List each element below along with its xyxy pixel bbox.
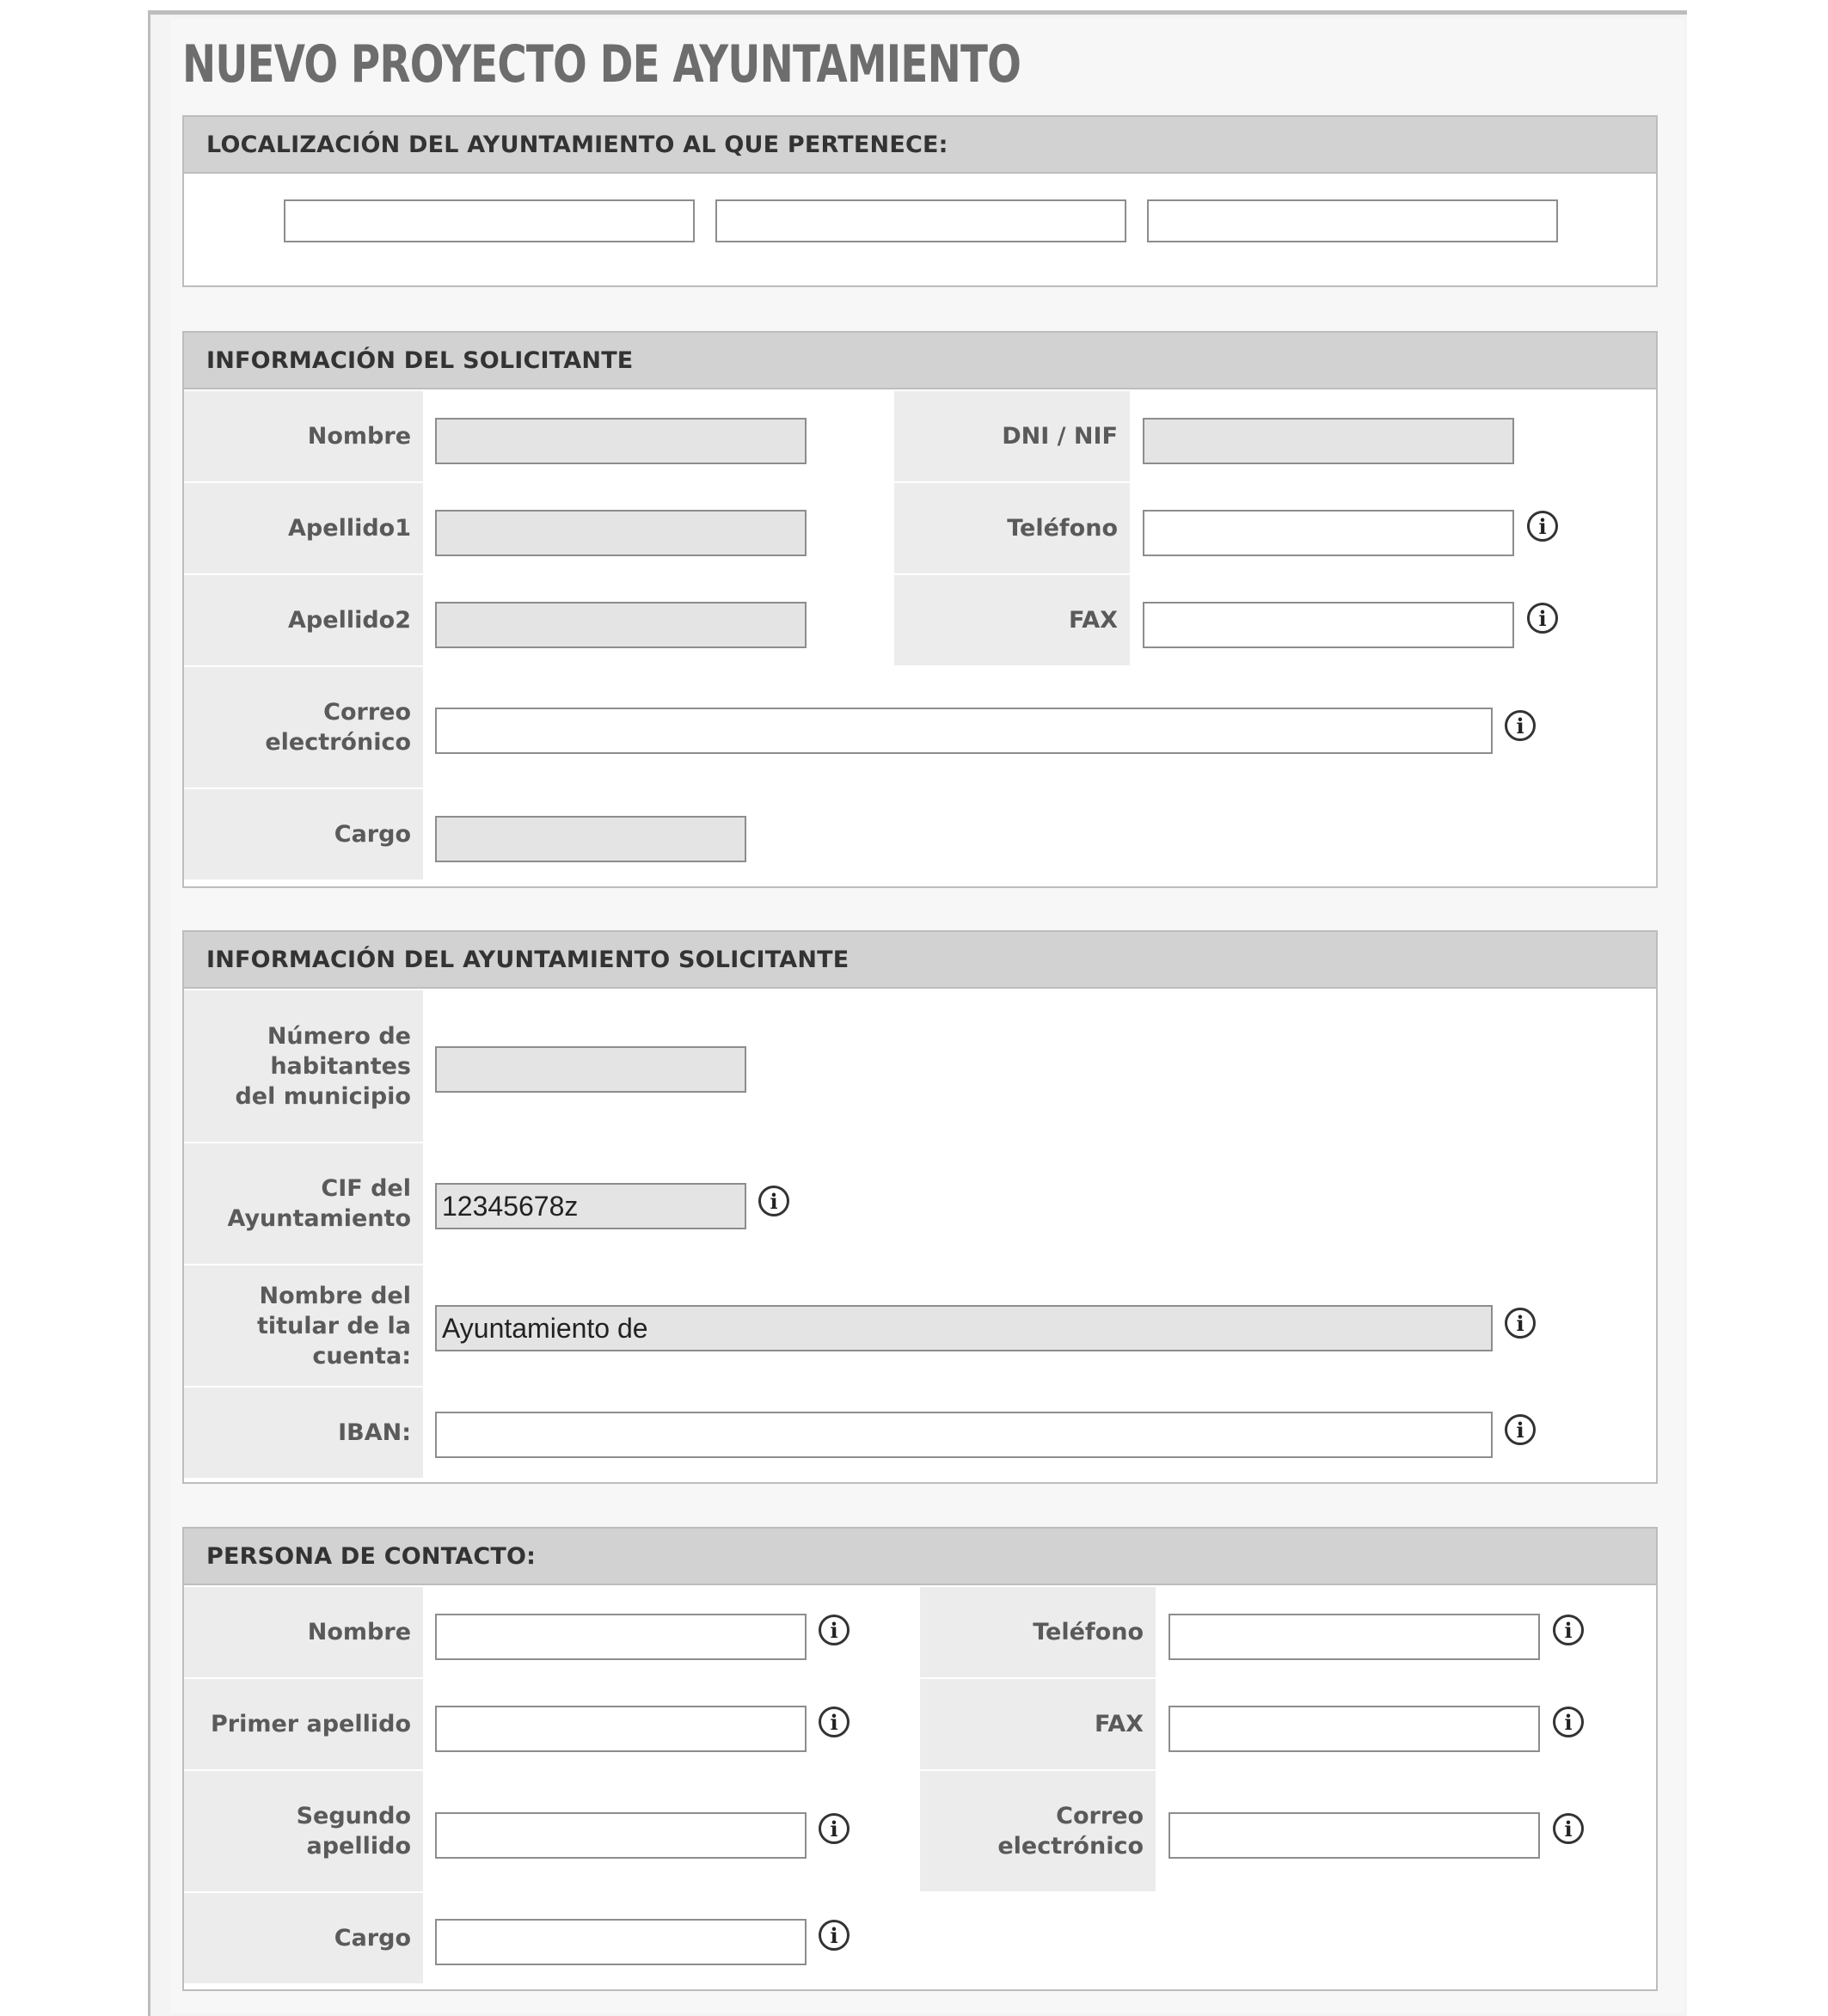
contacto-primer-apellido-field[interactable]: [435, 1706, 807, 1752]
info-icon[interactable]: i: [819, 1920, 850, 1951]
iban-field[interactable]: [435, 1412, 1493, 1458]
info-icon[interactable]: i: [1505, 710, 1536, 741]
dni-field[interactable]: [1143, 418, 1514, 464]
telefono-field[interactable]: [1143, 510, 1514, 556]
localizacion-field-1[interactable]: [284, 199, 695, 242]
dni-label: DNI / NIF: [894, 391, 1130, 483]
section-header: LOCALIZACIÓN DEL AYUNTAMIENTO AL QUE PERTENECE:: [184, 117, 1656, 174]
apellido2-field[interactable]: [435, 602, 807, 648]
section-solicitante: [182, 331, 1658, 888]
fax-label: FAX: [894, 575, 1130, 667]
info-icon[interactable]: i: [758, 1186, 789, 1216]
contacto-telefono-label: Teléfono: [920, 1587, 1156, 1679]
contacto-correo-label: Correo electrónico: [920, 1771, 1156, 1893]
habitantes-label: Número de habitantes del municipio: [184, 990, 423, 1143]
fax-field[interactable]: [1143, 602, 1514, 648]
correo-label: Correo electrónico: [184, 667, 423, 789]
section-header: PERSONA DE CONTACTO:: [184, 1529, 1656, 1585]
section-contacto: [182, 1527, 1658, 1991]
apellido1-field[interactable]: [435, 510, 807, 556]
apellido1-label: Apellido1: [184, 483, 423, 575]
info-icon[interactable]: i: [1505, 1308, 1536, 1339]
cargo-field[interactable]: [435, 816, 746, 862]
localizacion-field-3[interactable]: [1147, 199, 1558, 242]
contacto-segundo-apellido-label: Segundo apellido: [184, 1771, 423, 1893]
info-icon[interactable]: i: [819, 1615, 850, 1645]
contacto-telefono-field[interactable]: [1169, 1614, 1540, 1660]
apellido2-label: Apellido2: [184, 575, 423, 667]
habitantes-field[interactable]: [435, 1046, 746, 1093]
section-ayuntamiento: [182, 930, 1658, 1484]
iban-label: IBAN:: [184, 1388, 423, 1480]
page-title: NUEVO PROYECTO DE AYUNTAMIENTO: [182, 34, 1021, 95]
info-icon[interactable]: i: [1553, 1615, 1584, 1645]
cif-label: CIF del Ayuntamiento: [184, 1143, 423, 1265]
contacto-cargo-field[interactable]: [435, 1919, 807, 1965]
section-localizacion: [182, 115, 1658, 287]
section-header: INFORMACIÓN DEL AYUNTAMIENTO SOLICITANTE: [184, 932, 1656, 989]
info-icon[interactable]: i: [1505, 1414, 1536, 1445]
localizacion-field-2[interactable]: [715, 199, 1126, 242]
info-icon[interactable]: i: [1527, 603, 1558, 634]
info-icon[interactable]: i: [819, 1813, 850, 1844]
titular-field[interactable]: [435, 1305, 1493, 1351]
cargo-label: Cargo: [184, 789, 423, 881]
info-icon[interactable]: i: [1553, 1813, 1584, 1844]
contacto-nombre-field[interactable]: [435, 1614, 807, 1660]
contacto-primer-apellido-label: Primer apellido: [184, 1679, 423, 1771]
telefono-label: Teléfono: [894, 483, 1130, 575]
correo-field[interactable]: [435, 708, 1493, 754]
contacto-nombre-label: Nombre: [184, 1587, 423, 1679]
nombre-field[interactable]: [435, 418, 807, 464]
titular-label: Nombre del titular de la cuenta:: [184, 1265, 423, 1388]
contacto-fax-label: FAX: [920, 1679, 1156, 1771]
nombre-label: Nombre: [184, 391, 423, 483]
info-icon[interactable]: i: [819, 1707, 850, 1737]
cif-field[interactable]: [435, 1183, 746, 1229]
contacto-correo-field[interactable]: [1169, 1812, 1540, 1859]
info-icon[interactable]: i: [1527, 511, 1558, 542]
section-header: INFORMACIÓN DEL SOLICITANTE: [184, 333, 1656, 389]
contacto-cargo-label: Cargo: [184, 1893, 423, 1985]
contacto-segundo-apellido-field[interactable]: [435, 1812, 807, 1859]
contacto-fax-field[interactable]: [1169, 1706, 1540, 1752]
info-icon[interactable]: i: [1553, 1707, 1584, 1737]
